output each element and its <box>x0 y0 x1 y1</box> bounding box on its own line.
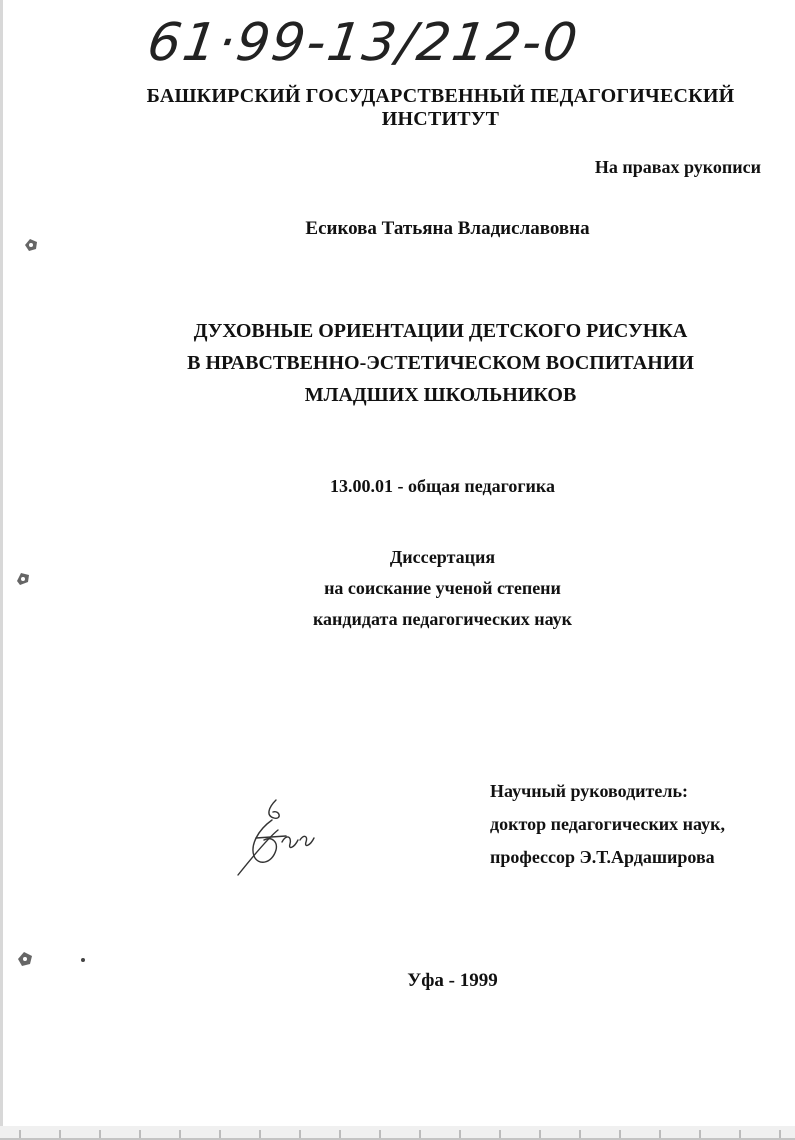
manuscript-rights-note: На правах рукописи <box>594 157 761 177</box>
supervisor-line-3: профессор Э.Т.Ардаширова <box>490 847 715 867</box>
specialty-code: 13.00.01 - общая педагогика <box>329 476 556 496</box>
dissertation-degree-block <box>0 542 795 635</box>
ink-dot-icon <box>80 957 86 963</box>
city-year: Уфа - 1999 <box>407 970 498 991</box>
dissertation-line-2: на соискание ученой степени <box>324 578 561 598</box>
punch-mark-icon <box>14 570 32 588</box>
dissertation-title <box>0 315 795 411</box>
title-line-1: ДУХОВНЫЕ ОРИЕНТАЦИИ ДЕТСКОГО РИСУНКА <box>193 320 688 342</box>
punch-mark-icon <box>22 236 40 254</box>
supervisor-line-2: доктор педагогических наук, <box>490 814 726 834</box>
author-name: Есикова Татьяна Владиславовна <box>305 218 590 239</box>
title-line-3: МЛАДШИХ ШКОЛЬНИКОВ <box>304 384 577 406</box>
supervisor-block <box>490 775 725 874</box>
signature-icon <box>228 790 338 885</box>
scan-edge-bottom <box>0 1126 795 1140</box>
punch-mark-icon <box>16 950 34 968</box>
institute-name: БАШКИРСКИЙ ГОСУДАРСТВЕННЫЙ ПЕДАГОГИЧЕСКИЙ ИНСТИТУТ <box>146 85 735 130</box>
dissertation-line-3: кандидата педагогических наук <box>312 609 573 629</box>
supervisor-line-1: Научный руководитель: <box>490 781 688 801</box>
dissertation-line-1: Диссертация <box>389 547 496 567</box>
handwritten-archive-code: 61·99-13/212-0 <box>143 13 583 73</box>
title-line-2: В НРАВСТВЕННО-ЭСТЕТИЧЕСКОМ ВОСПИТАНИИ <box>187 352 694 374</box>
